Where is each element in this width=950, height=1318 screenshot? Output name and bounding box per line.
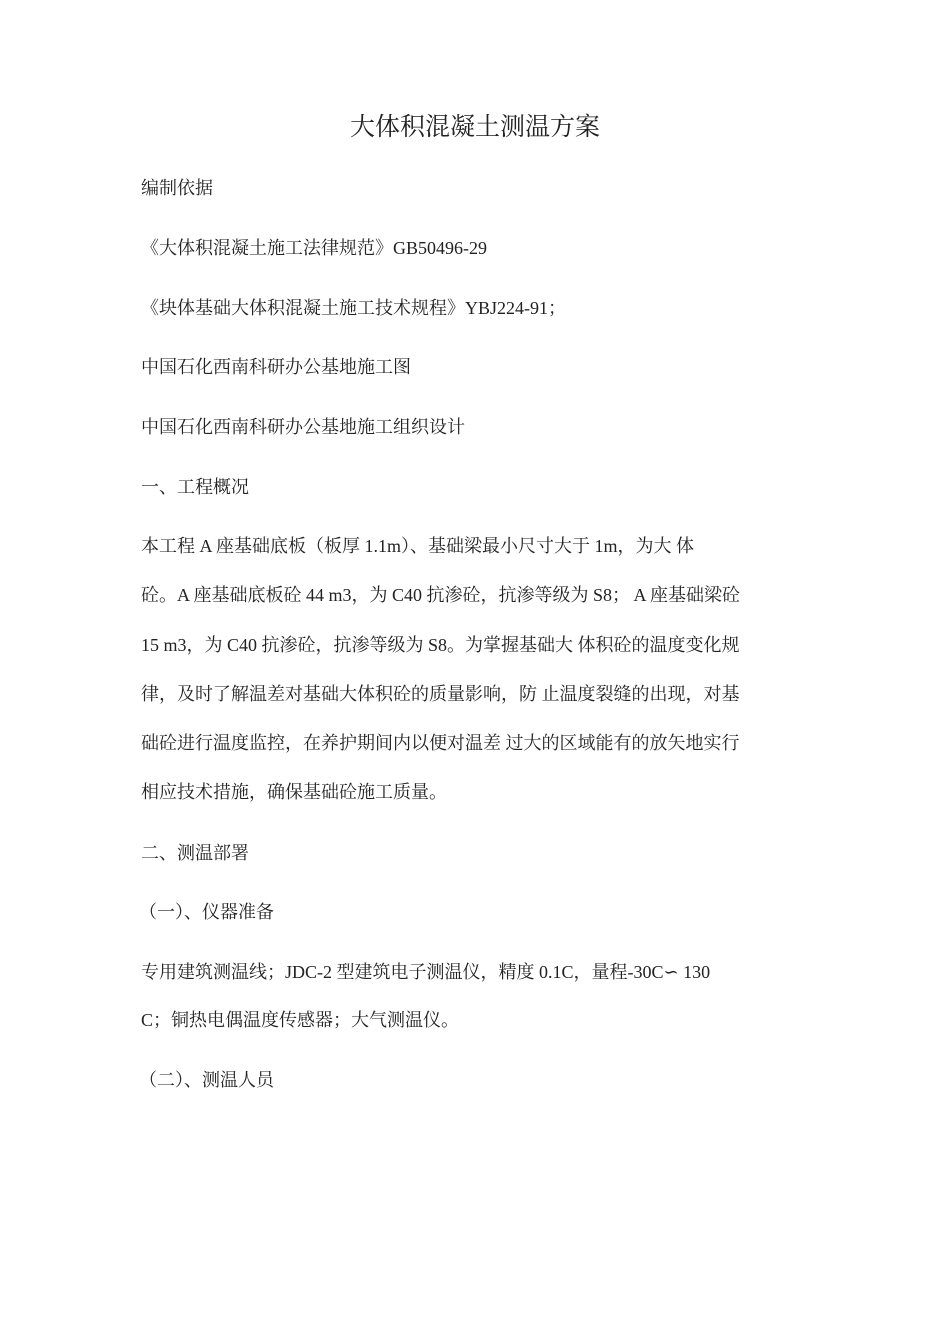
- section1-line-4: 律，及时了解温差对基础大体积砼的质量影响，防 止温度裂缝的出现，对基: [141, 684, 740, 704]
- section1-line-1: 本工程 A 座基础底板（板厚 1.1m）、基础梁最小尺寸大于 1m，为大 体: [141, 536, 695, 556]
- subsection1-line-2: C；铜热电偶温度传感器；大气测温仪。: [141, 1010, 460, 1030]
- section1-line-2: 砼。A 座基础底板砼 44 m3，为 C40 抗渗砼，抗渗等级为 S8； A 座基础梁砼: [141, 585, 741, 605]
- basis-item-1: 《大体积混凝土施工法律规范》GB50496-29: [141, 238, 487, 258]
- section1-heading: 一、工程概况: [141, 477, 249, 497]
- basis-item-4: 中国石化西南科研办公基地施工组织设计: [141, 417, 465, 437]
- section2-heading: 二、测温部署: [141, 843, 249, 863]
- section1-line-6: 相应技术措施，确保基础砼施工质量。: [141, 782, 447, 802]
- subsection1-line-1: 专用建筑测温线；JDC-2 型建筑电子测温仪，精度 0.1C，量程-30C∽ 130: [141, 962, 711, 982]
- basis-heading: 编制依据: [141, 178, 213, 198]
- section1-line-5: 础砼进行温度监控，在养护期间内以便对温差 过大的区域能有的放矢地实行: [141, 733, 740, 753]
- section1-line-3: 15 m3，为 C40 抗渗砼，抗渗等级为 S8。为掌握基础大 体积砼的温度变化规: [141, 635, 740, 655]
- basis-item-2: 《块体基础大体积混凝土施工技术规程》YBJ224-91；: [141, 298, 567, 318]
- document-title: 大体积混凝土测温方案: [349, 114, 600, 141]
- subsection1-heading: （一）、仪器准备: [139, 902, 274, 922]
- subsection2-heading: （二）、测温人员: [139, 1070, 274, 1090]
- basis-item-3: 中国石化西南科研办公基地施工图: [141, 357, 411, 377]
